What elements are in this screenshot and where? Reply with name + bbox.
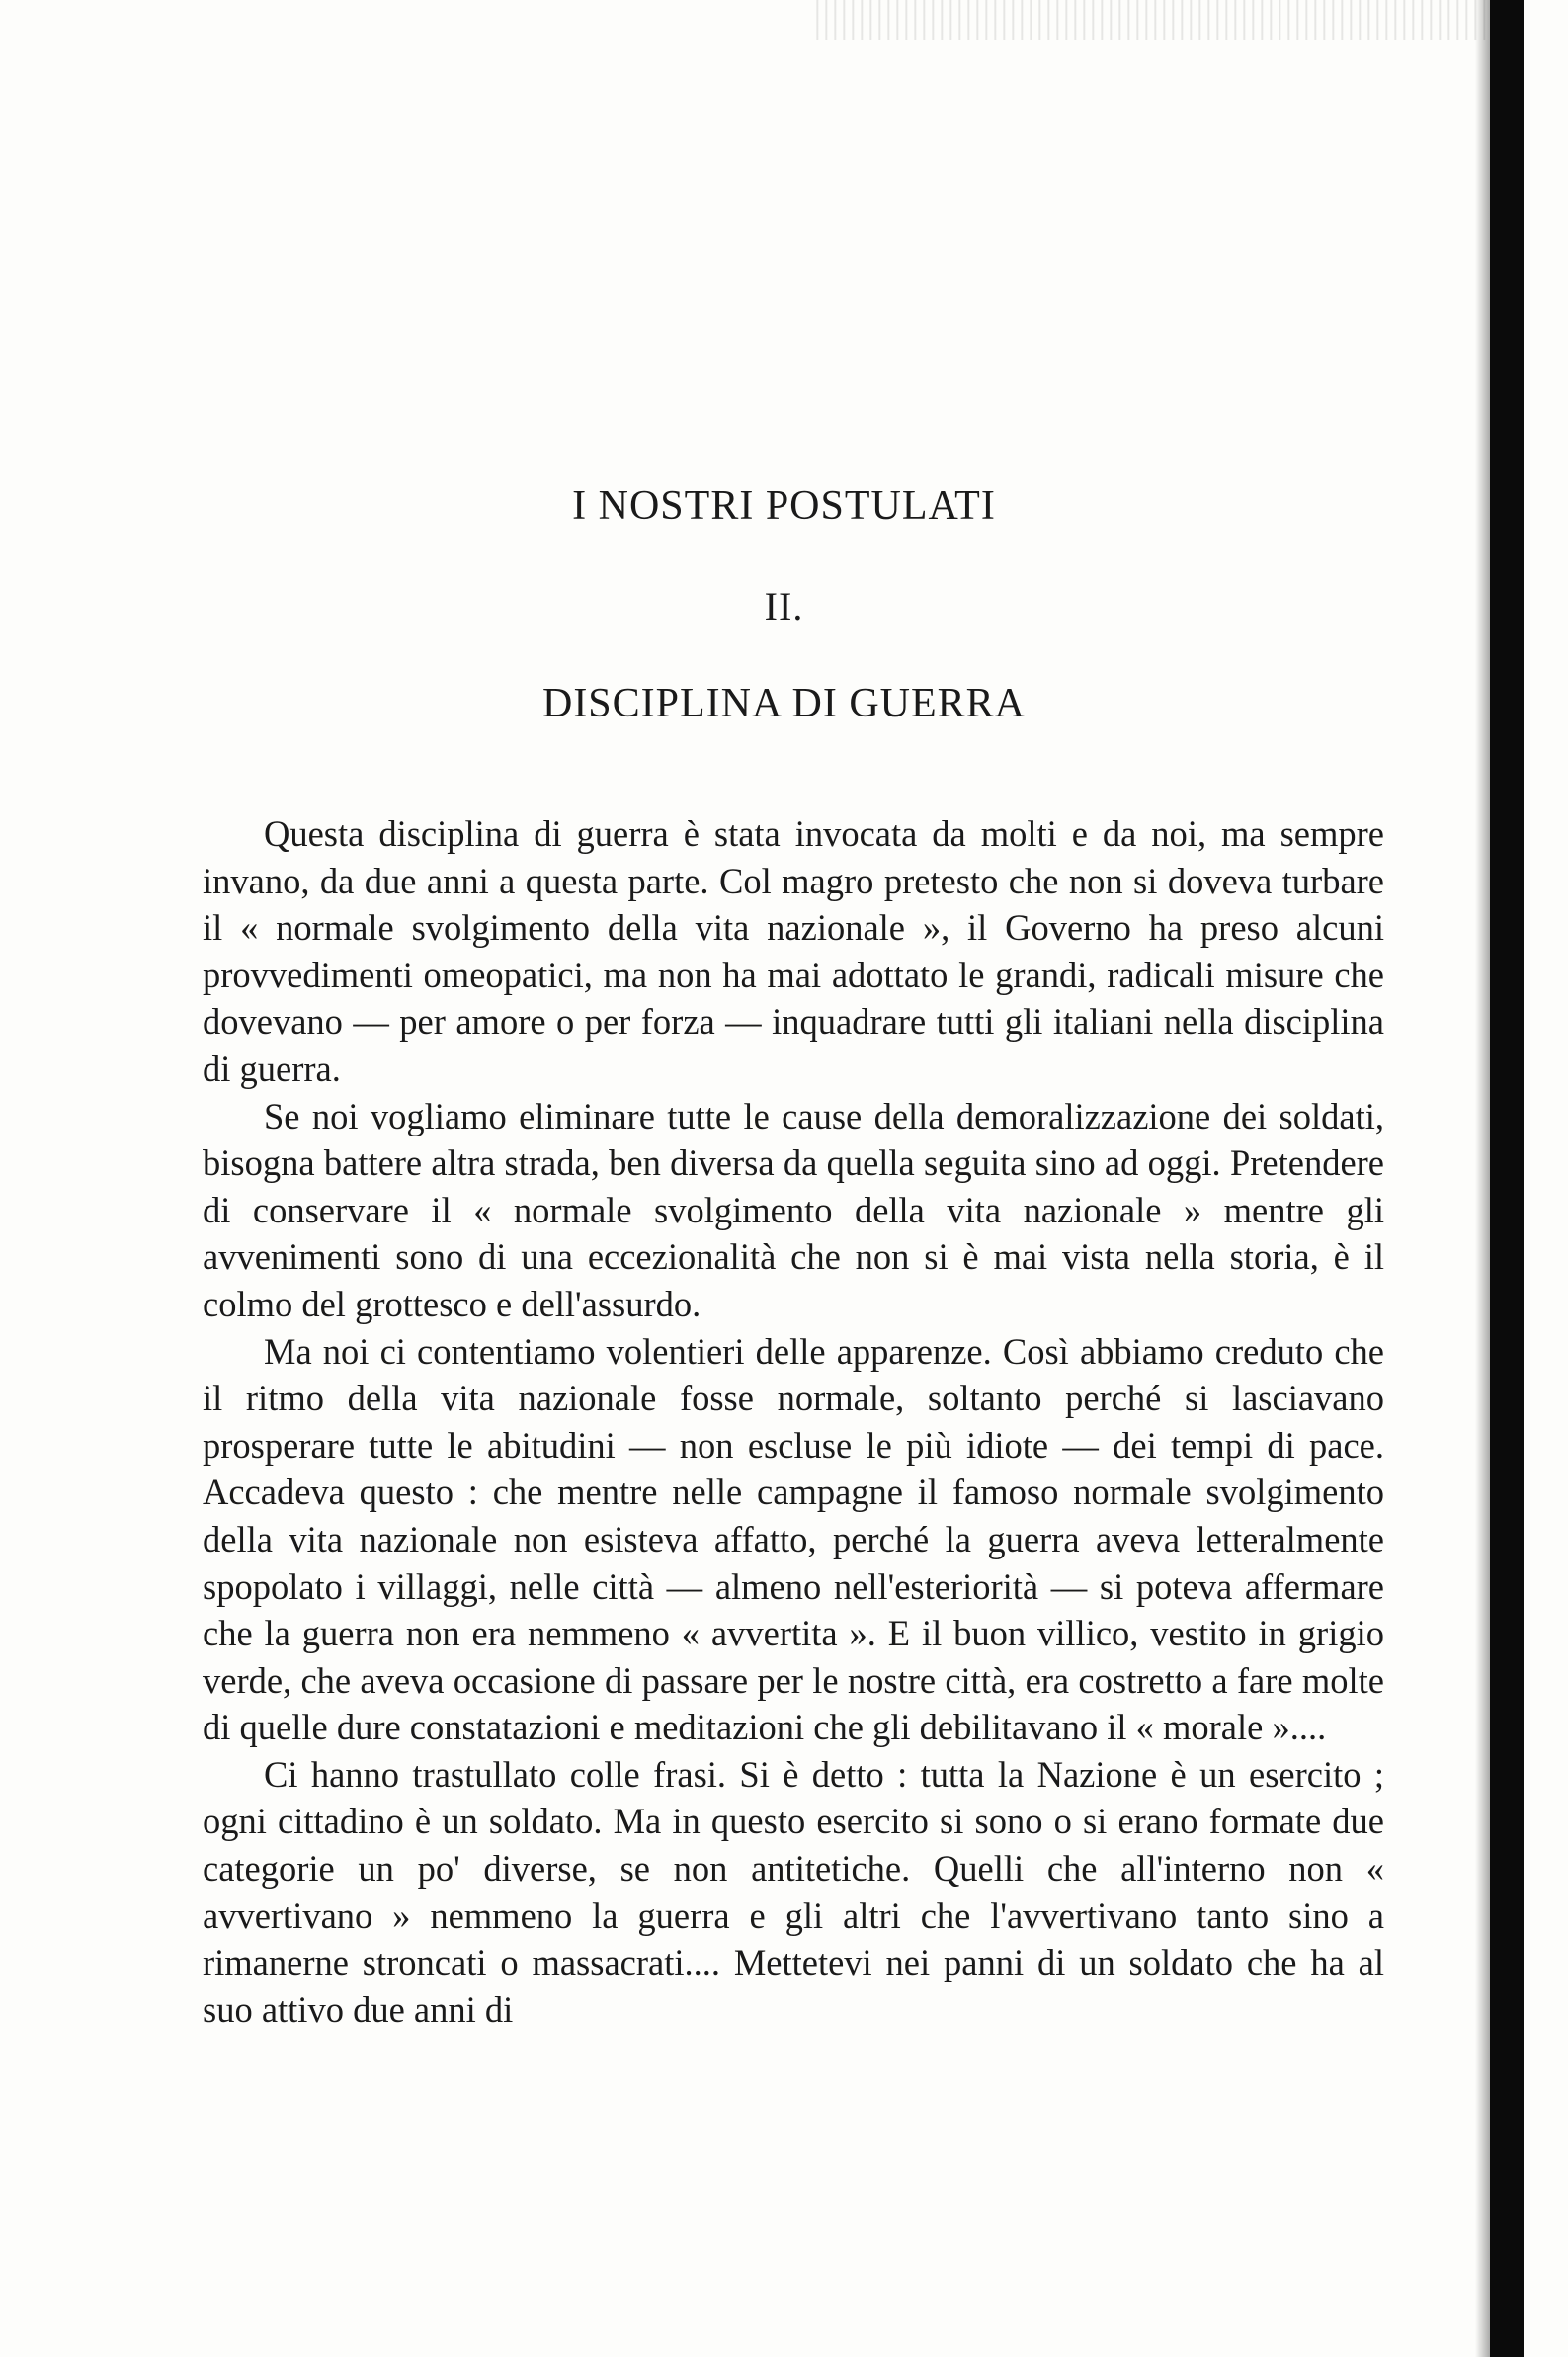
paragraph: Se noi vogliamo eliminare tutte le cause della demoralizzazione dei soldati, bisogna battere altra strada, ben diversa da quella seguita sino ad oggi. Pretendere di conservare il « normale svolgimento della vita nazionale » mentre gli avvenimenti sono di una eccezionalità che non si è mai vista nella storia, è il colmo del grottesco e dell'assurdo. [203,1095,1384,1324]
chapter-number: II. [764,584,804,629]
binding-edge [1490,0,1524,2357]
series-heading: I NOSTRI POSTULATI [572,483,996,529]
scan-noise [810,0,1522,40]
chapter-title: DISCIPLINA DI GUERRA [541,681,1026,726]
paragraph: Ma noi ci contentiamo volentieri delle apparenze. Così abbiamo creduto che il ritmo della vita nazionale fosse normale, soltanto perché si lasciavano prosperare tutte le abitudini — non escluse le più idiote — dei tempi di pace. Accadeva questo : che mentre nelle campagne il famoso normale svolgimento della vita nazionale non esisteva affatto, perché la guerra aveva letteralmente spopolato i villaggi, nelle città — almeno nell'esteriorità — si poteva affermare che la guerra non era nemmeno « avvertita ». E il buon villico, vestito in grigio verde, che aveva occasione di passare per le nostre città, era costretto a fare molte di quelle dure constatazioni e meditazioni che gli debilitavano il « morale ».... [203,1330,1384,1748]
paragraph: Ci hanno trastullato colle frasi. Si è detto : tutta la Nazione è un esercito ; ogni cittadino è un soldato. Ma in questo esercito si sono o si erano formate due categorie un po' diverse, se non antitetiche. Quelli che all'interno non « avvertivano » nemmeno la guerra e gli altri che l'avvertivano tanto sino a rimanerne stroncati o massacrati.... Mettetevi nei panni di un soldato che ha al suo attivo due anni di [203,1753,1384,2030]
binding-shadow [1475,0,1491,2357]
paragraph: Questa disciplina di guerra è stata invocata da molti e da noi, ma sempre invano, da due anni a questa parte. Col magro pretesto che non si doveva turbare il « normale svolgimento della vita nazionale », il Governo ha preso alcuni provvedimenti omeopatici, ma non ha mai adottato le grandi, radicali misure che dovevano — per amore o per forza — inquadrare tutti gli italiani nella disciplina di guerra. [203,813,1384,1089]
body-text [203,810,1384,2033]
